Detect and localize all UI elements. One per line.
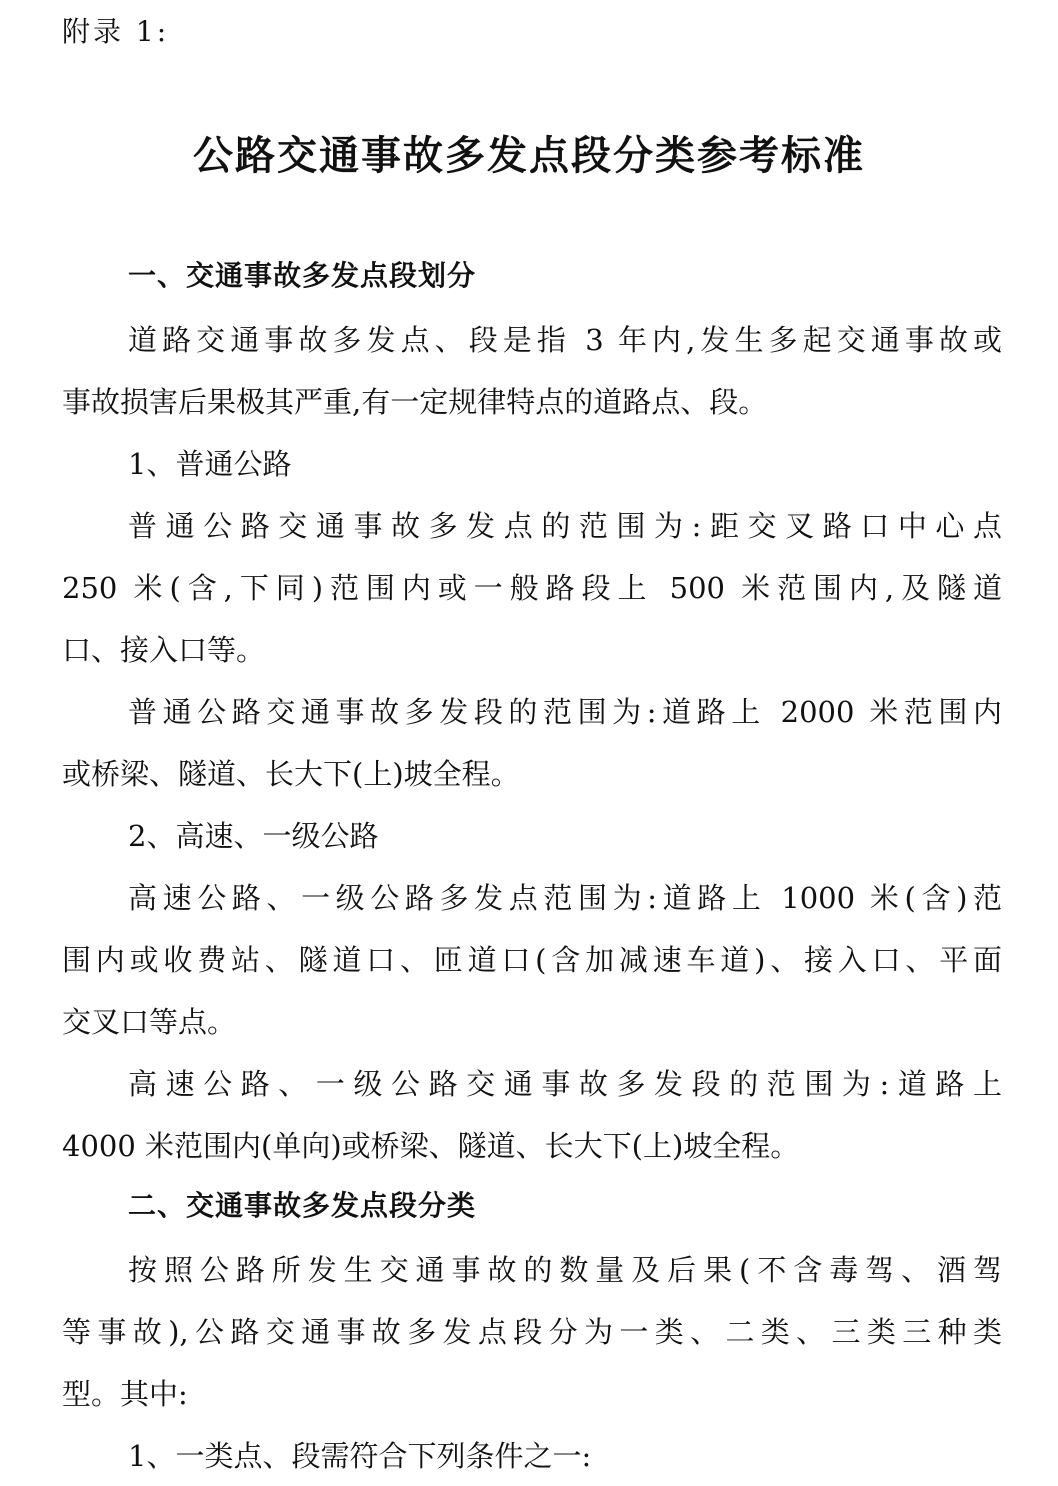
paragraph-line: 高速公路、一级公路多发点范围为:道路上 1000 米(含)范 — [128, 881, 1002, 915]
paragraph-line: 口、接入口等。 — [62, 633, 266, 667]
section-2-heading: 二、交通事故多发点段分类 — [128, 1189, 477, 1222]
paragraph-line: 按照公路所发生交通事故的数量及后果(不含毒驾、酒驾 — [128, 1253, 1002, 1287]
paragraph-line: 高速公路、一级公路交通事故多发段的范围为:道路上 — [128, 1067, 1002, 1101]
page-title: 公路交通事故多发点段分类参考标准 — [193, 132, 865, 179]
paragraph-line: 事故损害后果极其严重,有一定规律特点的道路点、段。 — [62, 385, 768, 419]
paragraph-line: 普通公路交通事故多发点的范围为:距交叉路口中心点 — [128, 509, 1002, 543]
paragraph-line: 道路交通事故多发点、段是指 3 年内,发生多起交通事故或 — [128, 323, 1002, 357]
paragraph-line: 围内或收费站、隧道口、匝道口(含加减速车道)、接入口、平面 — [62, 943, 1002, 977]
paragraph-line: 4000 米范围内(单向)或桥梁、隧道、长大下(上)坡全程。 — [62, 1129, 800, 1163]
paragraph-line: 或桥梁、隧道、长大下(上)坡全程。 — [62, 757, 520, 791]
paragraph-line: 型。其中: — [62, 1377, 188, 1411]
paragraph-line: 交叉口等点。 — [62, 1005, 237, 1039]
paragraph-line: 250 米(含,下同)范围内或一般路段上 500 米范围内,及隧道 — [62, 571, 1002, 605]
subsection-heading-ordinary-road: 1、普通公路 — [128, 447, 292, 481]
appendix-label: 附录 1: — [62, 15, 170, 48]
subsection-heading-expressway: 2、高速、一级公路 — [128, 819, 379, 853]
section-1-heading: 一、交通事故多发点段划分 — [128, 259, 477, 292]
subsection-heading-class-one: 1、一类点、段需符合下列条件之一: — [128, 1439, 592, 1473]
paragraph-line: 普通公路交通事故多发段的范围为:道路上 2000 米范围内 — [128, 695, 1002, 729]
paragraph-line: 等事故),公路交通事故多发点段分为一类、二类、三类三种类 — [62, 1315, 1002, 1349]
